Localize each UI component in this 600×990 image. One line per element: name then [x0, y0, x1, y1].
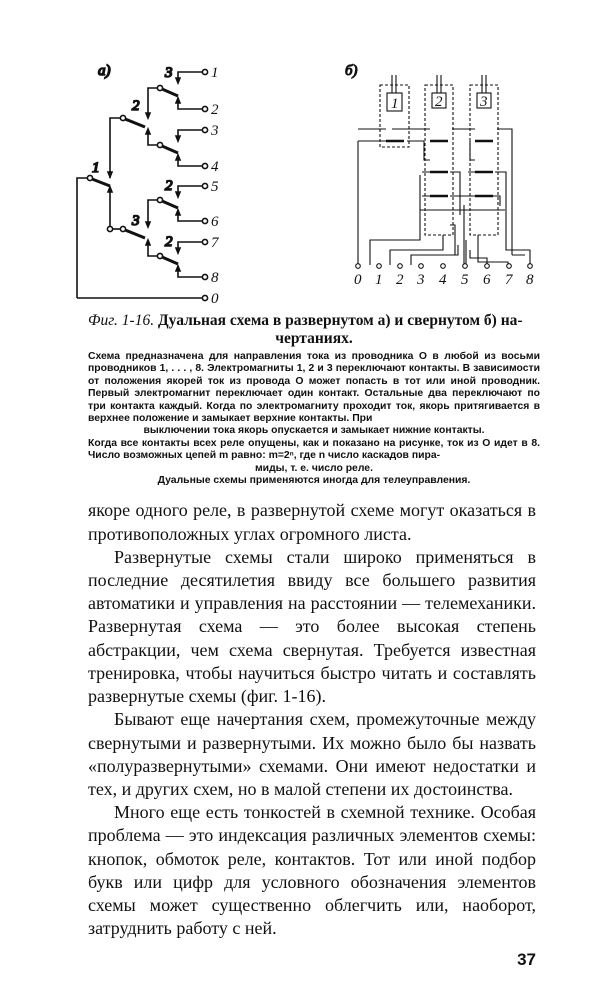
diagram-b-magnet-labels: [391, 94, 488, 112]
figure-number: Фиг. 1-16.: [88, 312, 155, 329]
caption-text: миды, т. е. число реле.: [255, 462, 373, 474]
paragraph: Развернутые схемы стали широко применяться в последние десятилетия ввиду все большего развития автоматики и управления на расстоянии — телемеханики. Развернутая схема — это более высокая степень абстракции, чем схема свернутая. Требуется известная тренировка, чтобы научиться быстро читать и составлять развернутые схемы (фиг. 1-16).: [88, 546, 536, 707]
page-number: 37: [517, 950, 536, 970]
figure-caption-body: [88, 351, 540, 487]
caption-text: Схема предназначена для направления тока из проводника О в любой из восьми проводников 1, . . . , 8. Электромагниты 1, 2 и 3 переключают контакты. В зависимости от положения якорей ток из провода О может попасть в тот или иной проводник. Первый электромагнит переключает один контакт. Остальные два переключают по три контакта каждый. Когда по электромагниту проходит ток, якорь притягивается в верхнее положение и замыкает верхние контакты. При: [88, 351, 540, 425]
page-text-column: [88, 312, 540, 970]
magnet-label: 3: [480, 94, 488, 110]
terminal-label: 5: [211, 179, 219, 195]
caption-text: Когда все контакты всех реле опущены, как и показано на рисунке, ток из О идет в 8. Число возможных цепей m равно: m=2ⁿ, где n число каскадов пира-: [88, 437, 540, 462]
terminal-label: 0: [211, 291, 219, 307]
figure-caption-title: [88, 312, 540, 348]
magnet-label: 1: [391, 96, 399, 112]
terminal-label: 0: [354, 272, 362, 288]
caption-title-line: чертаниях.: [275, 330, 353, 347]
terminal-label: 4: [211, 159, 219, 175]
terminal-label: 4: [439, 272, 447, 288]
paragraph: Много еще есть тонкостей в схемной технике. Особая проблема — это индексация различных элементов схемы: кнопок, обмоток реле, контактов. Тот или иной подбор букв или цифр для условного обозначения элементов схемы может существенно облегчить или, наоборот, затруднить работу с ней.: [88, 802, 536, 939]
caption-text: Дуальные схемы применяются иногда для телеуправления.: [157, 475, 471, 487]
paragraph: Бывают еще начертания схем, промежуточные между свернутыми и развернутыми. Их можно было бы назвать «полуразвернутыми» схемами. Они имеют недостатки и тех, и других схем, но в малой степени их достоинства.: [88, 709, 536, 799]
relay-label: 3: [165, 65, 173, 81]
terminal-label: 1: [211, 65, 219, 81]
relay-label: 2: [165, 234, 173, 250]
terminal-label: 5: [461, 272, 469, 288]
panel-b-label: б): [345, 63, 358, 79]
paragraph: якоре одного реле, в развернутой схеме могут оказаться в противоположных углах огромного листа.: [88, 500, 536, 544]
terminal-label: 1: [375, 272, 383, 288]
figure-1-16: [0, 0, 600, 310]
terminal-label: 2: [211, 102, 219, 118]
relay-label: 3: [132, 213, 140, 229]
relay-label: 1: [92, 160, 100, 176]
terminal-label: 3: [211, 123, 219, 139]
terminal-label: 6: [211, 214, 219, 230]
terminal-label: 8: [211, 270, 219, 286]
relay-label: 2: [165, 178, 173, 194]
terminal-label: 2: [396, 272, 404, 288]
magnet-label: 2: [435, 94, 443, 110]
body-text: [88, 499, 536, 940]
terminal-label: 8: [526, 272, 534, 288]
diagram-b-terminal-labels: [354, 272, 534, 288]
terminal-label: 3: [417, 272, 425, 288]
terminal-label: 7: [211, 235, 219, 251]
diagram-a-developed: [77, 63, 208, 301]
terminal-label: 7: [505, 272, 513, 288]
terminal-label: 6: [483, 272, 491, 288]
panel-a-label: а): [98, 63, 111, 79]
caption-title-line: Дуальная схема в развернутом а) и свернутом б) на-: [157, 312, 523, 329]
diagram-a-terminal-labels: [210, 65, 220, 307]
relay-label: 2: [132, 98, 140, 114]
caption-text: выключении тока якорь опускается и замыкает нижние контакты.: [143, 425, 485, 437]
